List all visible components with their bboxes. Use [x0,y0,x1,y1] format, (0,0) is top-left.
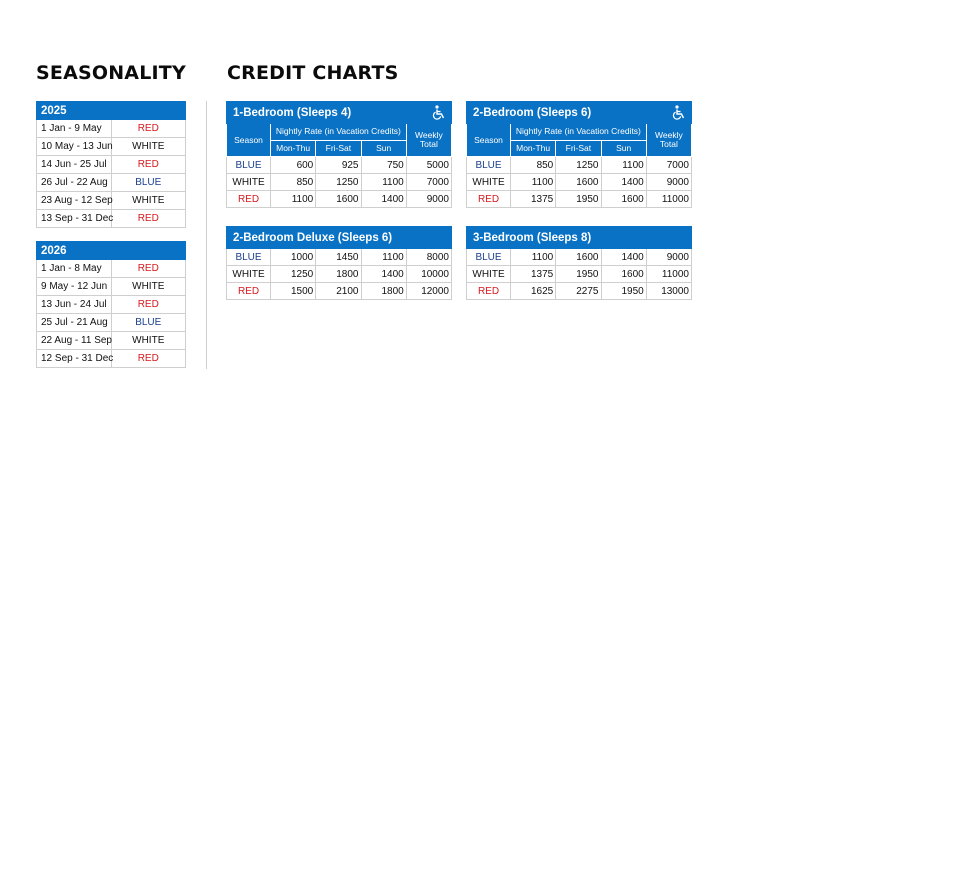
section-divider [206,101,207,369]
fri-sat-value: 2275 [556,283,601,300]
season-label: BLUE [467,249,511,266]
wheelchair-icon [672,105,686,120]
season-label: WHITE [227,174,271,191]
sun-value: 1100 [601,157,646,174]
date-range: 10 May - 13 Jun [37,138,112,156]
fri-sat-value: 1950 [556,266,601,283]
weekly-total-header: Weekly Total [646,124,691,157]
unit-title-text: 1-Bedroom (Sleeps 4) [233,106,352,119]
sun-value: 750 [361,157,406,174]
season-label: BLUE [111,174,186,192]
weekly-value: 12000 [406,283,451,300]
table-row [37,192,186,210]
date-range: 12 Sep - 31 Dec [37,350,112,368]
table-row [467,191,692,208]
fri-sat-value: 925 [316,157,361,174]
mon-thu-header: Mon-Thu [271,140,316,157]
sun-value: 1400 [361,191,406,208]
weekly-value: 10000 [406,266,451,283]
table-row [37,120,186,138]
fri-sat-value: 2100 [316,283,361,300]
table-row [37,314,186,332]
weekly-value: 5000 [406,157,451,174]
season-label: WHITE [467,266,511,283]
season-label: WHITE [467,174,511,191]
mon-thu-value: 1100 [511,249,556,266]
unit-title-text: 3-Bedroom (Sleeps 8) [473,231,592,244]
seasonality-table-2025 [36,101,186,228]
credit-table-2-bedroom [466,101,692,208]
date-range: 13 Jun - 24 Jul [37,296,112,314]
table-row [227,174,452,191]
fri-sat-value: 1950 [556,191,601,208]
credit-table-2-bedroom-deluxe [226,226,452,300]
weekly-total-header: Weekly Total [406,124,451,157]
weekly-value: 7000 [406,174,451,191]
mon-thu-value: 1100 [271,191,316,208]
table-row [467,157,692,174]
table-row [37,350,186,368]
table-row [37,278,186,296]
mon-thu-value: 850 [511,157,556,174]
season-label: WHITE [111,138,186,156]
date-range: 23 Aug - 12 Sep [37,192,112,210]
mon-thu-value: 1500 [271,283,316,300]
fri-sat-header: Fri-Sat [316,140,361,157]
mon-thu-value: 1000 [271,249,316,266]
season-label: RED [227,283,271,300]
table-row [227,249,452,266]
season-label: RED [111,156,186,174]
table-row [467,174,692,191]
date-range: 1 Jan - 8 May [37,260,112,278]
credit-table-3-bedroom [466,226,692,300]
season-label: RED [111,260,186,278]
sun-value: 1100 [361,249,406,266]
fri-sat-value: 1600 [556,174,601,191]
season-label: WHITE [227,266,271,283]
weekly-value: 9000 [646,249,691,266]
season-label: BLUE [111,314,186,332]
sun-value: 1800 [361,283,406,300]
nightly-rate-header: Nightly Rate (in Vacation Credits) [271,124,407,141]
sun-value: 1400 [601,249,646,266]
season-label: WHITE [111,332,186,350]
date-range: 14 Jun - 25 Jul [37,156,112,174]
table-row [227,191,452,208]
date-range: 26 Jul - 22 Aug [37,174,112,192]
wheelchair-icon [432,105,446,120]
weekly-value: 9000 [646,174,691,191]
season-label: RED [467,283,511,300]
table-row [37,260,186,278]
sun-value: 1400 [361,266,406,283]
sun-value: 1600 [601,266,646,283]
season-header: Season [467,124,511,157]
date-range: 13 Sep - 31 Dec [37,210,112,228]
season-label: WHITE [111,192,186,210]
date-range: 9 May - 12 Jun [37,278,112,296]
table-row [227,283,452,300]
season-label: RED [467,191,511,208]
weekly-value: 11000 [646,191,691,208]
season-label: RED [111,296,186,314]
mon-thu-value: 850 [271,174,316,191]
seasonality-table-2026 [36,241,186,368]
date-range: 25 Jul - 21 Aug [37,314,112,332]
table-row [467,249,692,266]
season-label: RED [111,120,186,138]
mon-thu-value: 1375 [511,191,556,208]
sun-value: 1950 [601,283,646,300]
nightly-rate-header: Nightly Rate (in Vacation Credits) [511,124,647,141]
sun-value: 1400 [601,174,646,191]
fri-sat-value: 1450 [316,249,361,266]
season-label: BLUE [227,157,271,174]
unit-title [227,102,452,124]
unit-title-text: 2-Bedroom Deluxe (Sleeps 6) [233,231,393,244]
table-row [37,296,186,314]
mon-thu-header: Mon-Thu [511,140,556,157]
weekly-value: 8000 [406,249,451,266]
season-label: RED [227,191,271,208]
fri-sat-value: 1600 [316,191,361,208]
mon-thu-value: 1100 [511,174,556,191]
mon-thu-value: 1375 [511,266,556,283]
weekly-value: 9000 [406,191,451,208]
table-row [37,174,186,192]
table-row [227,266,452,283]
date-range: 22 Aug - 11 Sep [37,332,112,350]
year-label: 2025 [37,102,186,120]
table-row [467,283,692,300]
season-header: Season [227,124,271,157]
season-label: BLUE [227,249,271,266]
fri-sat-value: 1800 [316,266,361,283]
credit-charts-heading: CREDIT CHARTS [227,62,399,84]
mon-thu-value: 1250 [271,266,316,283]
season-label: RED [111,210,186,228]
table-row [37,332,186,350]
unit-title-text: 2-Bedroom (Sleeps 6) [473,106,592,119]
weekly-value: 11000 [646,266,691,283]
season-label: RED [111,350,186,368]
year-label: 2026 [37,242,186,260]
table-row [37,138,186,156]
fri-sat-value: 1250 [316,174,361,191]
season-label: BLUE [467,157,511,174]
weekly-value: 7000 [646,157,691,174]
weekly-value: 13000 [646,283,691,300]
mon-thu-value: 600 [271,157,316,174]
sun-value: 1600 [601,191,646,208]
unit-title [467,102,692,124]
date-range: 1 Jan - 9 May [37,120,112,138]
fri-sat-value: 1600 [556,249,601,266]
fri-sat-value: 1250 [556,157,601,174]
mon-thu-value: 1625 [511,283,556,300]
table-row [467,266,692,283]
seasonality-heading: SEASONALITY [36,62,186,84]
table-row [37,156,186,174]
sun-header: Sun [601,140,646,157]
unit-title [227,227,452,249]
table-row [37,210,186,228]
unit-title [467,227,692,249]
sun-header: Sun [361,140,406,157]
season-label: WHITE [111,278,186,296]
table-row [227,157,452,174]
credit-table-1-bedroom [226,101,452,208]
fri-sat-header: Fri-Sat [556,140,601,157]
sun-value: 1100 [361,174,406,191]
